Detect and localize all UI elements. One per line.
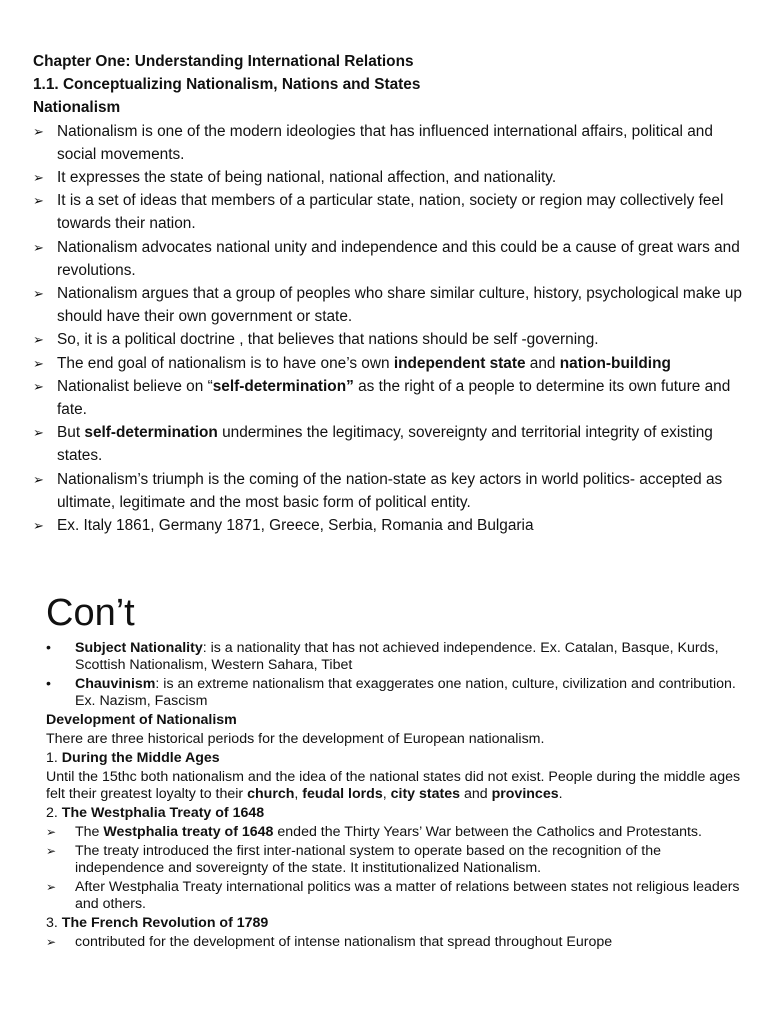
list-item [33, 352, 755, 375]
arrow-bullet-icon: ➢ [33, 471, 44, 487]
list-item [46, 843, 754, 877]
bullet-text: undermines the legitimacy, sovereignty and territorial integrity of existing states. [57, 424, 713, 465]
paragraph-text: Until the 15thc both nationalism and the idea of the national states did not exist. People during the middle ages felt their greatest loyalty to their [46, 769, 741, 802]
arrow-bullet-icon: ➢ [33, 239, 44, 255]
period-3-list [46, 934, 754, 951]
bold-term: Chauvinism [75, 676, 156, 692]
period-number: 2. [46, 805, 62, 821]
separator: and [460, 786, 492, 802]
list-item [46, 879, 754, 913]
bold-term: city states [390, 786, 461, 802]
arrow-bullet-icon: ➢ [46, 825, 57, 839]
bold-term: Subject Nationality [75, 640, 203, 656]
bold-term: The French Revolution of 1789 [61, 915, 269, 931]
bullet-text: The [75, 824, 104, 840]
nationalism-bullet-list [33, 120, 755, 538]
period-number: 1. [46, 750, 62, 766]
bullet-dot-icon: • [46, 640, 51, 656]
period-2-list [46, 824, 754, 913]
bullet-text: The end goal of nationalism is to have one’s own [57, 354, 394, 372]
arrow-bullet-icon: ➢ [33, 355, 44, 371]
slide-2-title: Con’t [46, 592, 135, 634]
slide-1-body [33, 50, 755, 537]
period-2-heading [46, 805, 754, 822]
bullet-text: Nationalism’s triumph is the coming of the nation-state as key actors in world politics- accepted as ultimate, legitimate and the most basic form of political entity. [57, 470, 723, 511]
bullet-text: as the right of a people to determine its own future and fate. [57, 377, 731, 419]
bullet-text: After Westphalia Treaty international politics was a matter of relations between states not religious leaders and others. [75, 879, 740, 912]
period-3-heading [46, 915, 754, 932]
list-item [46, 824, 754, 841]
development-intro: There are three historical periods for the development of European nationalism. [46, 731, 545, 747]
arrow-bullet-icon: ➢ [46, 880, 57, 894]
bold-term: independent state [393, 354, 526, 372]
list-item [33, 514, 755, 537]
bullet-text: Nationalist believe on “ [57, 377, 213, 395]
bullet-text: contributed for the development of intense nationalism that spread throughout Europe [75, 934, 613, 950]
period-1-text [46, 769, 754, 803]
bullet-text: Ex. Italy 1861, Germany 1871, Greece, Serbia, Romania and Bulgaria [57, 517, 534, 535]
separator: , [294, 786, 303, 802]
bullet-text: The treaty introduced the first inter-national system to operate based on the recognition of the independence and sovereignty of the state. It institutionalized Nationalism. [75, 843, 661, 876]
bullet-text: : is a nationality that has not achieved independence. Ex. Catalan, Basque, Kurds, Scottish Nationalism, Western Sahara, Tibet [75, 640, 719, 673]
list-item [46, 934, 754, 951]
arrow-bullet-icon: ➢ [33, 518, 44, 534]
bullet-text: Nationalism argues that a group of peoples who share similar culture, history, psychological make up should have their own government or state. [57, 285, 742, 326]
list-item [33, 375, 755, 421]
chapter-heading: Chapter One: Understanding International Relations [33, 53, 414, 70]
bullet-text: ended the Thirty Years’ War between the Catholics and Protestants. [273, 824, 702, 840]
bold-term: self-determination [84, 424, 218, 442]
bullet-dot-icon: • [46, 676, 51, 692]
list-item [46, 640, 754, 674]
list-item [33, 166, 755, 189]
list-item [33, 421, 755, 467]
bold-term: self-determination” [212, 377, 354, 395]
separator: , [382, 786, 391, 802]
slide-2-body [46, 640, 754, 953]
list-item [33, 282, 755, 328]
bullet-text: It expresses the state of being national, national affection, and nationality. [57, 169, 557, 187]
arrow-bullet-icon: ➢ [33, 193, 44, 209]
bullet-text: But [57, 424, 85, 442]
bold-term: nation-building [559, 354, 671, 372]
development-heading: Development of Nationalism [46, 712, 237, 728]
separator: . [558, 786, 563, 802]
section-heading: 1.1. Conceptualizing Nationalism, Nations and States [33, 76, 421, 94]
list-item [33, 120, 755, 166]
bold-term: feudal lords [302, 786, 383, 802]
bold-term: The Westphalia Treaty of 1648 [61, 805, 265, 821]
list-item [46, 676, 754, 710]
bullet-text: : is an extreme nationalism that exaggerates one nation, culture, civilization and contribution. Ex. Nazism, Fascism [75, 676, 736, 709]
bullet-text: Nationalism is one of the modern ideologies that has influenced international affairs, political and social movements. [57, 122, 713, 163]
arrow-bullet-icon: ➢ [46, 844, 57, 858]
topic-heading: Nationalism [33, 99, 121, 117]
list-item [33, 189, 755, 235]
bullet-text: and [525, 354, 560, 372]
arrow-bullet-icon: ➢ [33, 123, 44, 139]
slide-2 [0, 566, 768, 1024]
period-number: 3. [46, 915, 62, 931]
list-item [33, 328, 755, 351]
bold-term: Westphalia treaty of 1648 [103, 824, 274, 840]
list-item [33, 236, 755, 282]
arrow-bullet-icon: ➢ [33, 286, 44, 302]
arrow-bullet-icon: ➢ [33, 170, 44, 186]
bullet-text: Nationalism advocates national unity and independence and this could be a cause of great wars and revolutions. [57, 238, 740, 279]
arrow-bullet-icon: ➢ [33, 378, 44, 394]
bullet-text: So, it is a political doctrine , that believes that nations should be self -governing. [57, 331, 599, 349]
period-1-heading [46, 750, 754, 767]
bullet-text: It is a set of ideas that members of a particular state, nation, society or region may collectively feel towards their nation. [57, 192, 724, 233]
bold-term: During the Middle Ages [61, 750, 220, 766]
arrow-bullet-icon: ➢ [33, 425, 44, 441]
definitions-list [46, 640, 754, 710]
bold-term: provinces [491, 786, 559, 802]
bold-term: church [247, 786, 295, 802]
arrow-bullet-icon: ➢ [33, 332, 44, 348]
list-item [33, 468, 755, 514]
arrow-bullet-icon: ➢ [46, 935, 57, 949]
